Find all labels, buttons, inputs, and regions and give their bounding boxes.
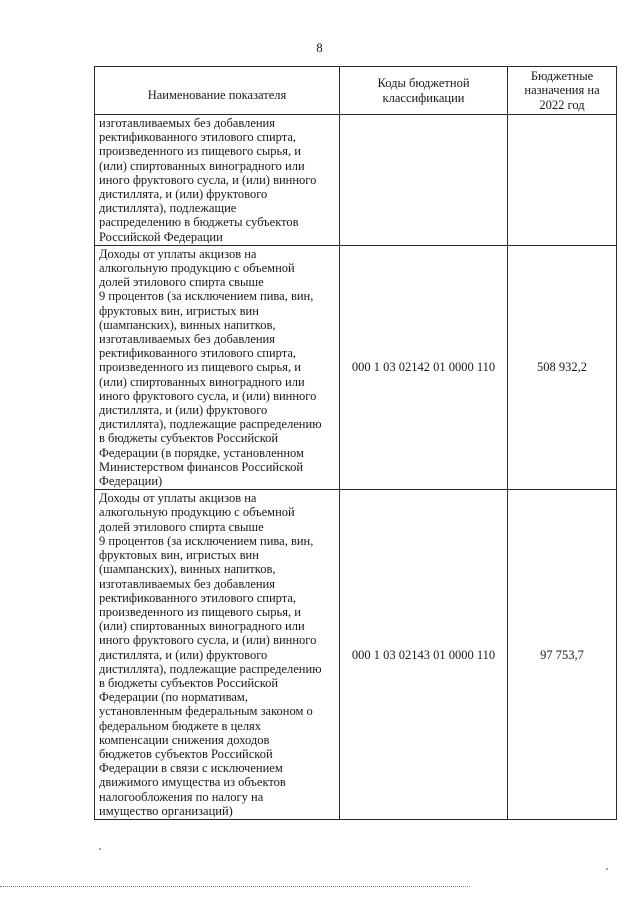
page-number: 8 <box>316 40 323 55</box>
indicator-name-cell: изготавливаемых без добавления ректификованного этилового спирта, произведенного из пищевого сырья, и (или) спиртованных виноградного или иного фруктового сусла, и (или) винного дистиллята, и (или) фруктового дистиллята), подлежащие распределению в бюджеты субъектов Российской Федерации <box>95 115 340 246</box>
budget-table <box>94 66 617 820</box>
indicator-name-cell: Доходы от уплаты акцизов на алкогольную продукцию с объемной долей этилового спирта свыше 9 процентов (за исключением пива, вин, фруктовых вин, игристых вин (шампанских), винных напитков, изготавливаемых без добавления ректификованного этилового спирта, произведенного из пищевого сырья, и (или) спиртованных виноградного или иного фруктового сусла, и (или) винного дистиллята, и (или) фруктового дистиллята), подлежащие распределению в бюджеты субъектов Российской Федерации (в порядке, установленном Министерством финансов Российской Федерации) <box>95 245 340 489</box>
budget-code-cell: 000 1 03 02142 01 0000 110 <box>340 245 508 489</box>
table-row <box>95 490 617 820</box>
budget-amount-cell: 508 932,2 <box>508 245 617 489</box>
table-header-row <box>95 67 617 115</box>
header-indicator-name: Наименование показателя <box>95 67 340 115</box>
scan-speck <box>606 868 608 870</box>
scan-speck <box>99 848 101 850</box>
scan-edge-line <box>0 886 470 887</box>
budget-code-cell: 000 1 03 02143 01 0000 110 <box>340 490 508 820</box>
header-budget-codes: Коды бюджетной классификации <box>340 67 508 115</box>
table-row <box>95 245 617 489</box>
budget-amount-cell <box>508 115 617 246</box>
header-budget-assignments: Бюджетные назначения на 2022 год <box>508 67 617 115</box>
budget-amount-cell: 97 753,7 <box>508 490 617 820</box>
budget-code-cell <box>340 115 508 246</box>
table-row <box>95 115 617 246</box>
indicator-name-cell: Доходы от уплаты акцизов на алкогольную продукцию с объемной долей этилового спирта свыше 9 процентов (за исключением пива, вин, фруктовых вин, игристых вин (шампанских), винных напитков, изготавливаемых без добавления ректификованного этилового спирта, произведенного из пищевого сырья, и (или) спиртованных виноградного или иного фруктового сусла, и (или) винного дистиллята, и (или) фруктового дистиллята), подлежащие распределению в бюджеты субъектов Российской Федерации (по нормативам, установленным федеральным законом о федеральном бюджете в целях компенсации снижения доходов бюджетов субъектов Российской Федерации в связи с исключением движимого имущества из объектов налогообложения по налогу на имущество организаций) <box>95 490 340 820</box>
